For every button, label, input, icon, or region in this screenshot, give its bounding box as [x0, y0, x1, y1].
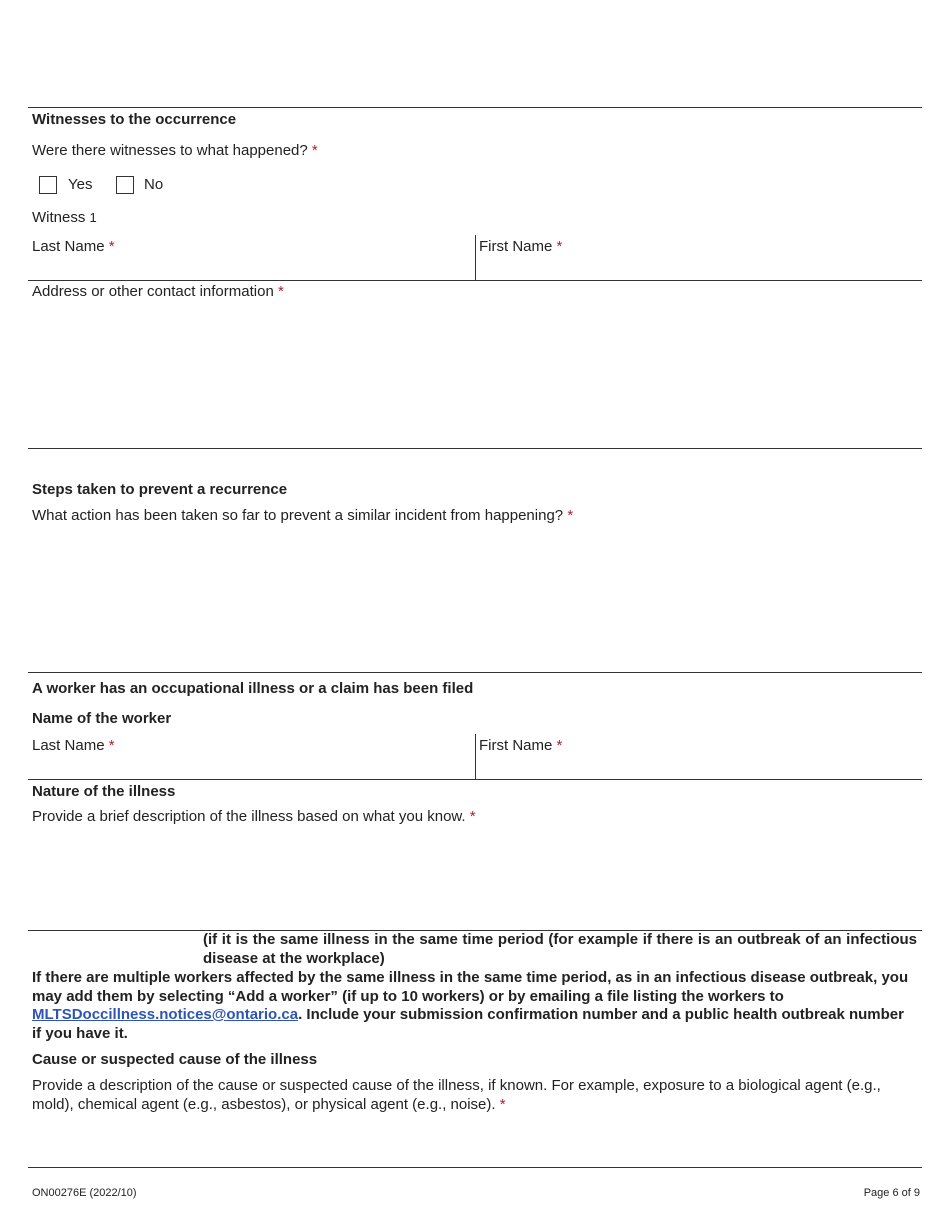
yes-checkbox[interactable]	[39, 176, 57, 194]
no-checkbox[interactable]	[116, 176, 134, 194]
required-marker: *	[108, 238, 115, 255]
worker-last-name-field[interactable]	[28, 734, 475, 779]
witness-last-name-label: Last Name *	[32, 238, 115, 255]
email-link[interactable]: MLTSDoccillness.notices@ontario.ca	[32, 1006, 299, 1023]
same-illness-note: (if it is the same illness in the same time period (for example if there is an outbreak of an infectious disease at the workplace)	[203, 931, 917, 967]
steps-action-field[interactable]	[28, 505, 922, 672]
page-number: Page 6 of 9	[863, 1187, 920, 1199]
required-marker: *	[277, 283, 284, 300]
required-marker: *	[108, 737, 115, 754]
section-divider	[28, 107, 922, 108]
required-marker: *	[567, 507, 574, 524]
worker-name-heading: Name of the worker	[32, 710, 172, 727]
required-marker: *	[469, 808, 476, 825]
nature-heading: Nature of the illness	[32, 783, 176, 800]
multiple-workers-instructions: If there are multiple workers affected by the same illness in the same time period, as in an infectious disease outbreak, you may add them by selecting “Add a worker” (if up to 10 workers) or by emailing a file listing the workers to MLTSDoccillness.notices@ontario.ca. Include your submission confirmation number and a public health outbreak number if you have it.	[32, 969, 909, 1042]
witness-address-label: Address or other contact information *	[32, 283, 284, 300]
witnesses-heading: Witnesses to the occurrence	[32, 111, 237, 128]
required-marker: *	[311, 142, 318, 159]
witness-number-label: Witness 1	[32, 209, 97, 226]
illness-heading: A worker has an occupational illness or a claim has been filed	[32, 680, 474, 697]
cause-question: Provide a description of the cause or suspected cause of the illness, if known. For example, exposure to a biological agent (e.g., mold), chemical agent (e.g., asbestos), or physical agent (e.g., noise). *	[32, 1077, 881, 1113]
required-marker: *	[556, 238, 563, 255]
witness-last-name-field[interactable]	[28, 235, 475, 280]
section-divider	[28, 448, 922, 449]
required-marker: *	[499, 1095, 506, 1113]
nature-question: Provide a brief description of the illness based on what you know. *	[32, 808, 476, 825]
steps-heading: Steps taken to prevent a recurrence	[32, 481, 288, 498]
witness-address-field[interactable]	[28, 281, 922, 448]
form-id: ON00276E (2022/10)	[32, 1187, 137, 1199]
worker-first-name-field[interactable]	[476, 734, 922, 779]
cause-description-field[interactable]	[28, 1075, 922, 1167]
worker-first-name-label: First Name *	[479, 737, 563, 754]
nature-description-field[interactable]	[28, 806, 922, 930]
no-label: No	[144, 176, 164, 193]
section-divider	[28, 779, 922, 780]
witness-first-name-label: First Name *	[479, 238, 563, 255]
required-marker: *	[556, 737, 563, 754]
section-divider	[28, 1167, 922, 1168]
witness-first-name-field[interactable]	[476, 235, 922, 280]
yes-label: Yes	[68, 176, 93, 193]
worker-last-name-label: Last Name *	[32, 737, 115, 754]
steps-question: What action has been taken so far to prevent a similar incident from happening? *	[32, 507, 574, 524]
section-divider	[28, 672, 922, 673]
cause-heading: Cause or suspected cause of the illness	[32, 1051, 318, 1068]
witnesses-question: Were there witnesses to what happened? *	[32, 142, 318, 159]
